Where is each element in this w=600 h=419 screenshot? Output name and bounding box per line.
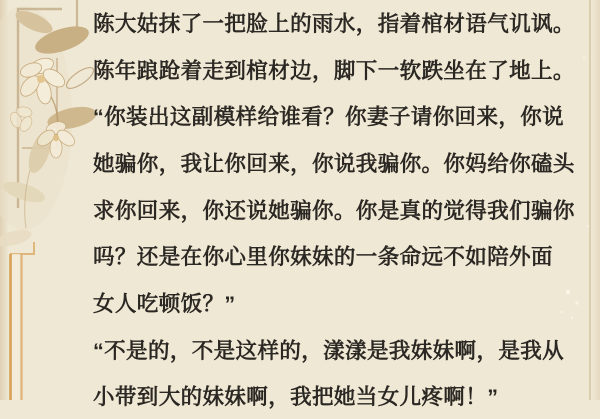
text-line: 吗？还是在你心里你妹妹的一条命远不如陪外面 — [93, 232, 591, 279]
text-line: 她骗你，我让你回来，你说我骗你。你妈给你磕头 — [93, 139, 591, 186]
text-line: 求你回来，你还说她骗你。你是真的觉得我们骗你 — [93, 186, 591, 233]
text-line: “不是的，不是这样的，漾漾是我妹妹啊，是我从 — [93, 326, 591, 373]
text-line: 陈年踉跄着走到棺材边，脚下一软跌坐在了地上。 — [93, 46, 591, 93]
novel-text-block — [93, 0, 591, 419]
text-line: “你装出这副模样给谁看？你妻子请你回来，你说 — [93, 92, 591, 139]
floral-decoration-icon — [0, 0, 100, 400]
text-line: 女人吃顿饭？” — [93, 279, 591, 326]
text-line: 小带到大的妹妹啊，我把她当女儿疼啊！” — [93, 373, 591, 419]
text-line: 陈大姑抹了一把脸上的雨水，指着棺材语气讥讽。 — [93, 0, 591, 46]
